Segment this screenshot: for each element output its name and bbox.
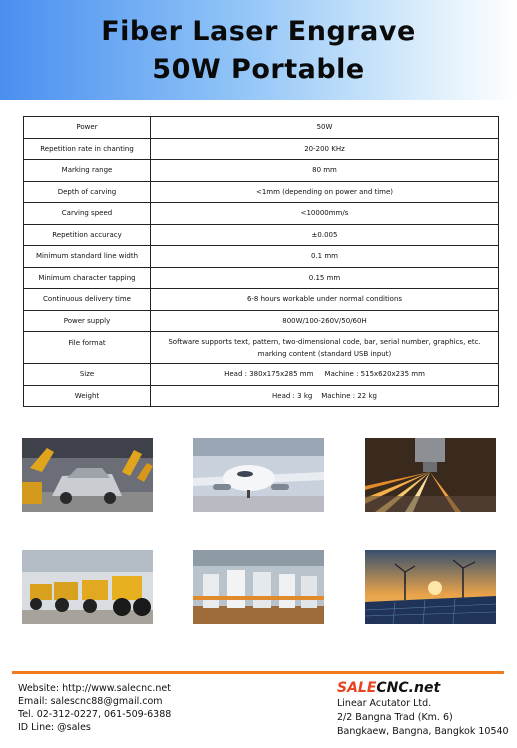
spec-label: Minimum character tapping xyxy=(24,267,151,289)
spec-label: File format xyxy=(24,332,151,364)
spec-value-line1: Software supports text, pattern, two-dimensional code, bar, serial number, graphics, etc. xyxy=(168,337,481,346)
salecnc-logo xyxy=(337,680,440,696)
spec-label: Repetition accuracy xyxy=(24,224,151,246)
spec-label: Weight xyxy=(24,385,151,407)
page-subtitle: 50W Portable xyxy=(152,54,365,85)
table-row xyxy=(24,332,499,364)
spec-value: 0.1 mm xyxy=(151,246,499,268)
spec-value: Head : 380x175x285 mm Machine : 515x620x235 mm xyxy=(151,364,499,386)
spec-label: Size xyxy=(24,364,151,386)
spec-value-line2: marking content (standard USB input) xyxy=(257,349,392,358)
header-banner xyxy=(0,0,517,100)
footer-divider xyxy=(12,671,504,674)
address-line2: Bangkaew, Bangna, Bangkok 10540 xyxy=(337,726,509,737)
phone-text: Tel. 02-312-0227, 061-509-6388 xyxy=(18,709,172,720)
table-row xyxy=(24,181,499,203)
spec-label: Marking range xyxy=(24,160,151,182)
spec-value: 6-8 hours workable under normal conditions xyxy=(151,289,499,311)
table-row xyxy=(24,385,499,407)
table-row xyxy=(24,160,499,182)
page-title: Fiber Laser Engrave xyxy=(101,16,416,47)
table-row xyxy=(24,203,499,225)
table-row xyxy=(24,138,499,160)
wind-solar-energy-photo xyxy=(365,550,496,624)
spec-value: 800W/100-260V/50/60H xyxy=(151,310,499,332)
spec-value: <1mm (depending on power and time) xyxy=(151,181,499,203)
spec-value: <10000mm/s xyxy=(151,203,499,225)
table-row xyxy=(24,246,499,268)
spec-label: Power supply xyxy=(24,310,151,332)
spec-value: Head : 3 kg Machine : 22 kg xyxy=(151,385,499,407)
table-row xyxy=(24,267,499,289)
factory-machinery-photo xyxy=(193,550,324,624)
line-id-text: ID Line: @sales xyxy=(18,722,91,733)
spec-value xyxy=(151,332,499,364)
spec-value: ±0.005 xyxy=(151,224,499,246)
table-row xyxy=(24,289,499,311)
laser-cutting-sparks-photo xyxy=(365,438,496,512)
spec-label: Continuous delivery time xyxy=(24,289,151,311)
spec-label: Minimum standard line width xyxy=(24,246,151,268)
spec-value: 20-200 KHz xyxy=(151,138,499,160)
table-row xyxy=(24,117,499,139)
spec-label: Repetition rate in chanting xyxy=(24,138,151,160)
spec-value: 0.15 mm xyxy=(151,267,499,289)
contact-info xyxy=(18,682,171,734)
table-row xyxy=(24,224,499,246)
table-row xyxy=(24,310,499,332)
wheel-loaders-photo xyxy=(22,550,153,624)
logo-cnc: CNC.net xyxy=(376,680,441,696)
website-link[interactable]: Website: http://www.salecnc.net xyxy=(18,683,171,694)
company-address xyxy=(337,697,509,739)
company-name: Linear Acutator Ltd. xyxy=(337,698,432,709)
aircraft-hangar-photo xyxy=(193,438,324,512)
email-link[interactable]: Email: salescnc88@gmail.com xyxy=(18,696,163,707)
logo-sale: SALE xyxy=(337,680,377,696)
spec-value: 50W xyxy=(151,117,499,139)
spec-label: Power xyxy=(24,117,151,139)
address-line1: 2/2 Bangna Trad (Km. 6) xyxy=(337,712,453,723)
automotive-robot-line-photo xyxy=(22,438,153,512)
spec-label: Carving speed xyxy=(24,203,151,225)
table-row xyxy=(24,364,499,386)
spec-table xyxy=(23,116,499,407)
spec-value: 80 mm xyxy=(151,160,499,182)
spec-label: Depth of carving xyxy=(24,181,151,203)
